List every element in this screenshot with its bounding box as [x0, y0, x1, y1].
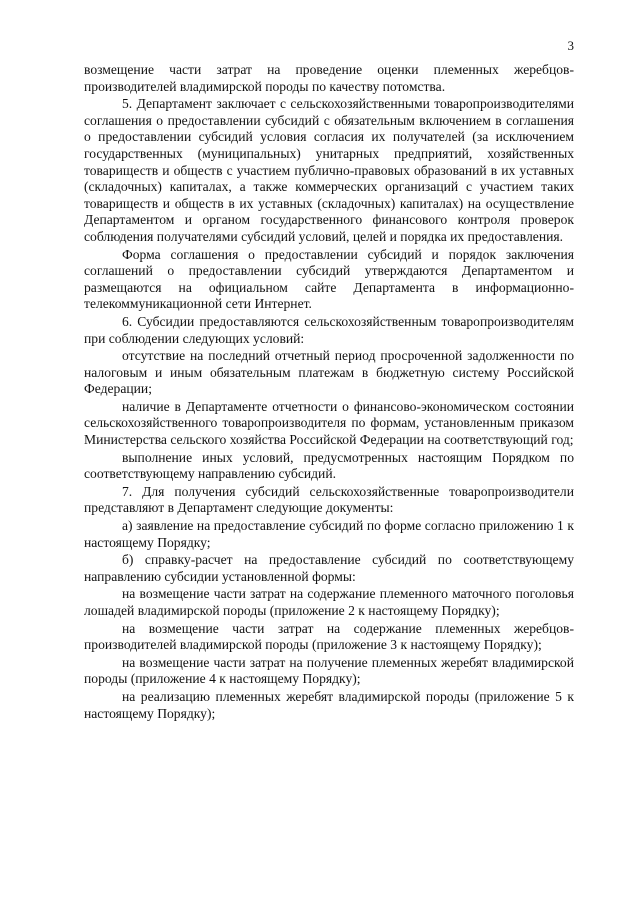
paragraph-doc-b: б) справку-расчет на предоставление субсидий по соответствующему направлению субсидии установленной формы:	[84, 552, 574, 584]
paragraph-calc-foals: на возмещение части затрат на получение племенных жеребят владимирской породы (приложение 4 к настоящему Порядку);	[84, 654, 574, 687]
document-body	[84, 62, 574, 722]
paragraph-calc-sale: на реализацию племенных жеребят владимирской породы (приложение 5 к настоящему Порядку);	[84, 688, 574, 721]
paragraph-condition-no-debt: отсутствие на последний отчетный период просроченной задолженности по налоговым и иным обязательным платежам в бюджетную систему Российской Федерации;	[84, 348, 574, 397]
paragraph-item-6: 6. Субсидии предоставляются сельскохозяйственным товаропроизводителям при соблюдении следующих условий:	[84, 313, 574, 346]
paragraph-continuation: возмещение части затрат на проведение оценки племенных жеребцов-производителей владимирской породы по качеству потомства.	[84, 62, 574, 94]
paragraph-item-7: 7. Для получения субсидий сельскохозяйственные товаропроизводители представляют в Департамент следующие документы:	[84, 483, 574, 516]
paragraph-item-5: 5. Департамент заключает с сельскохозяйственными товаропроизводителями соглашения о предоставлении субсидий с обязательным включением в соглашения о предоставлении субсидий условия согласия их получателей (за исключением государственных (муниципальных) унитарных предприятий, хозяйственных товариществ и обществ с участием публично-правовых образований в их уставных (складочных) капиталах, а также коммерческих организаций с участием таких товариществ и обществ в их уставных (складочных) капиталах) на осуществление Департаментом и органом государственного финансового контроля проверок соблюдения получателями субсидий условий, целей и порядка их предоставления.	[84, 96, 574, 244]
paragraph-condition-reporting: наличие в Департаменте отчетности о финансово-экономическом состоянии сельскохозяйственного товаропроизводителя по формам, установленным приказом Министерства сельского хозяйства Российской Федерации на соответствующий год;	[84, 398, 574, 448]
paragraph-condition-other: выполнение иных условий, предусмотренных настоящим Порядком по соответствующему направлению субсидий.	[84, 449, 574, 482]
page-number: 3	[567, 38, 574, 53]
paragraph-doc-a: а) заявление на предоставление субсидий по форме согласно приложению 1 к настоящему Порядку;	[84, 518, 574, 550]
paragraph-calc-stallions: на возмещение части затрат на содержание племенных жеребцов-производителей владимирской породы (приложение 3 к настоящему Порядку);	[84, 620, 574, 653]
paragraph-calc-mares: на возмещение части затрат на содержание племенного маточного поголовья лошадей владимирской породы (приложение 2 к настоящему Порядку);	[84, 586, 574, 618]
paragraph-agreement-form: Форма соглашения о предоставлении субсидий и порядок заключения соглашений о предоставлении субсидий утверждаются Департаментом и размещаются на официальном сайте Департамента в информационно-телекоммуникационной сети Интернет.	[84, 246, 574, 312]
